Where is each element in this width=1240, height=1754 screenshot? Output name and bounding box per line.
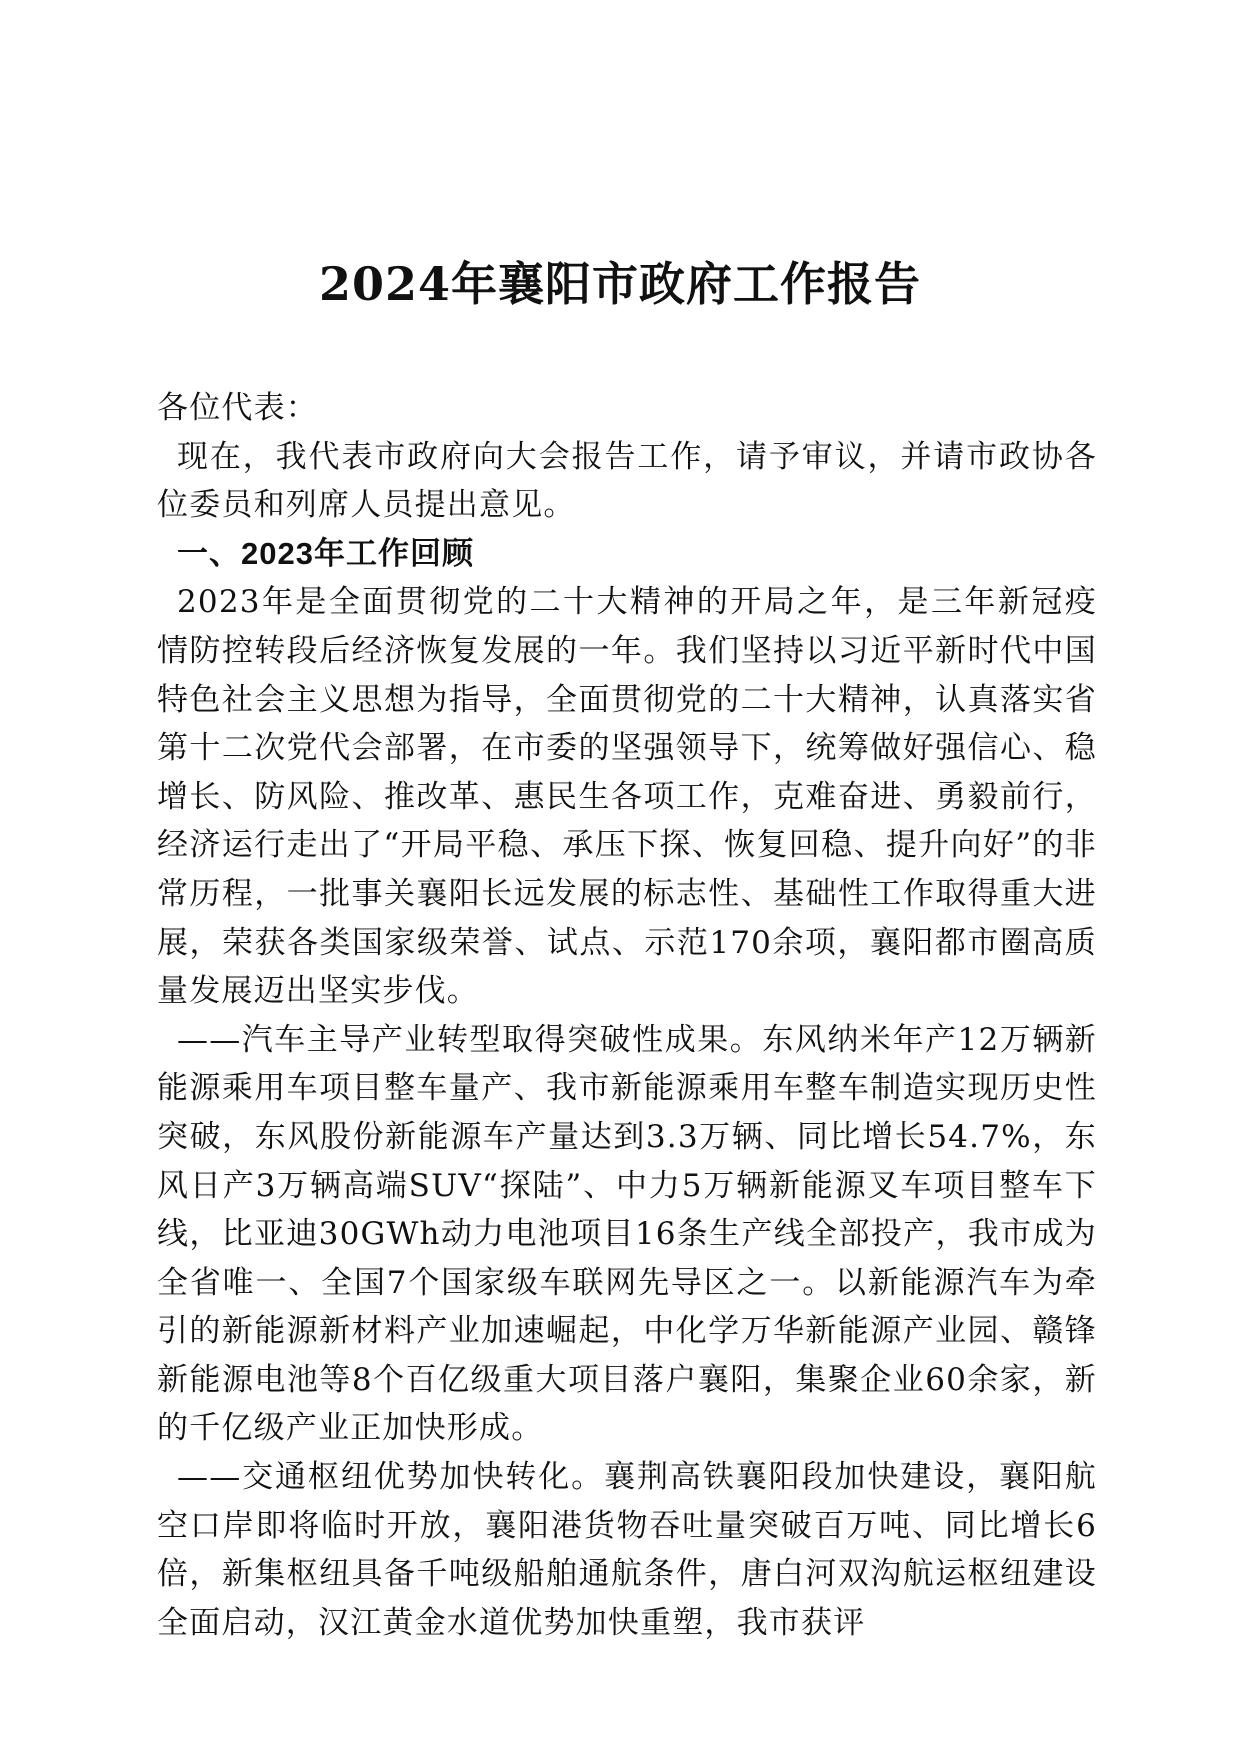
- section-heading: 一、2023年工作回顾: [177, 535, 474, 571]
- paragraph-auto-industry: ——汽车主导产业转型取得突破性成果。东风纳米年产12万辆新能源乘用车项目整车量产、我市新能源乘用车整车制造实现历史性突破，东风股份新能源车产量达到3.3万辆、同比增长54.7%，东风日产3万辆高端SUV“探陆”、中力5万辆新能源叉车项目整车下线，比亚迪30GWh动力电池项目16条生产线全部投产，我市成为全省唯一、全国7个国家级车联网先导区之一。以新能源汽车为牵引的新能源新材料产业加速崛起，中化学万华新能源产业园、赣锋新能源电池等8个百亿级重大项目落户襄阳，集聚企业60余家，新的千亿级产业正加快形成。: [157, 1021, 1097, 1447]
- paragraph-transport-hub: ——交通枢纽优势加快转化。襄荆高铁襄阳段加快建设，襄阳航空口岸即将临时开放，襄阳港货物吞吐量突破百万吨、同比增长6倍，新集枢纽具备千吨级船舶通航条件，唐白河双沟航运枢纽建设全面启动，汉江黄金水道优势加快重塑，我市获评: [157, 1459, 1097, 1641]
- salutation: 各位代表：: [157, 390, 318, 426]
- opening-paragraph: 现在，我代表市政府向大会报告工作，请予审议，并请市政协各位委员和列席人员提出意见。: [157, 438, 1097, 524]
- document-title: 2024年襄阳市政府工作报告: [318, 257, 922, 311]
- paragraph-review: 2023年是全面贯彻党的二十大精神的开局之年，是三年新冠疫情防控转段后经济恢复发展的一年。我们坚持以习近平新时代中国特色社会主义思想为指导，全面贯彻党的二十大精神，认真落实省第十二次党代会部署，在市委的坚强领导下，统筹做好强信心、稳增长、防风险、推改革、惠民生各项工作，克难奋进、勇毅前行，经济运行走出了“开局平稳、承压下探、恢复回稳、提升向好”的非常历程，一批事关襄阳长远发展的标志性、基础性工作取得重大进展，荣获各类国家级荣誉、试点、示范170余项，襄阳都市圈高质量发展迈出坚实步伐。: [157, 584, 1097, 1010]
- document-body: [157, 384, 1097, 1647]
